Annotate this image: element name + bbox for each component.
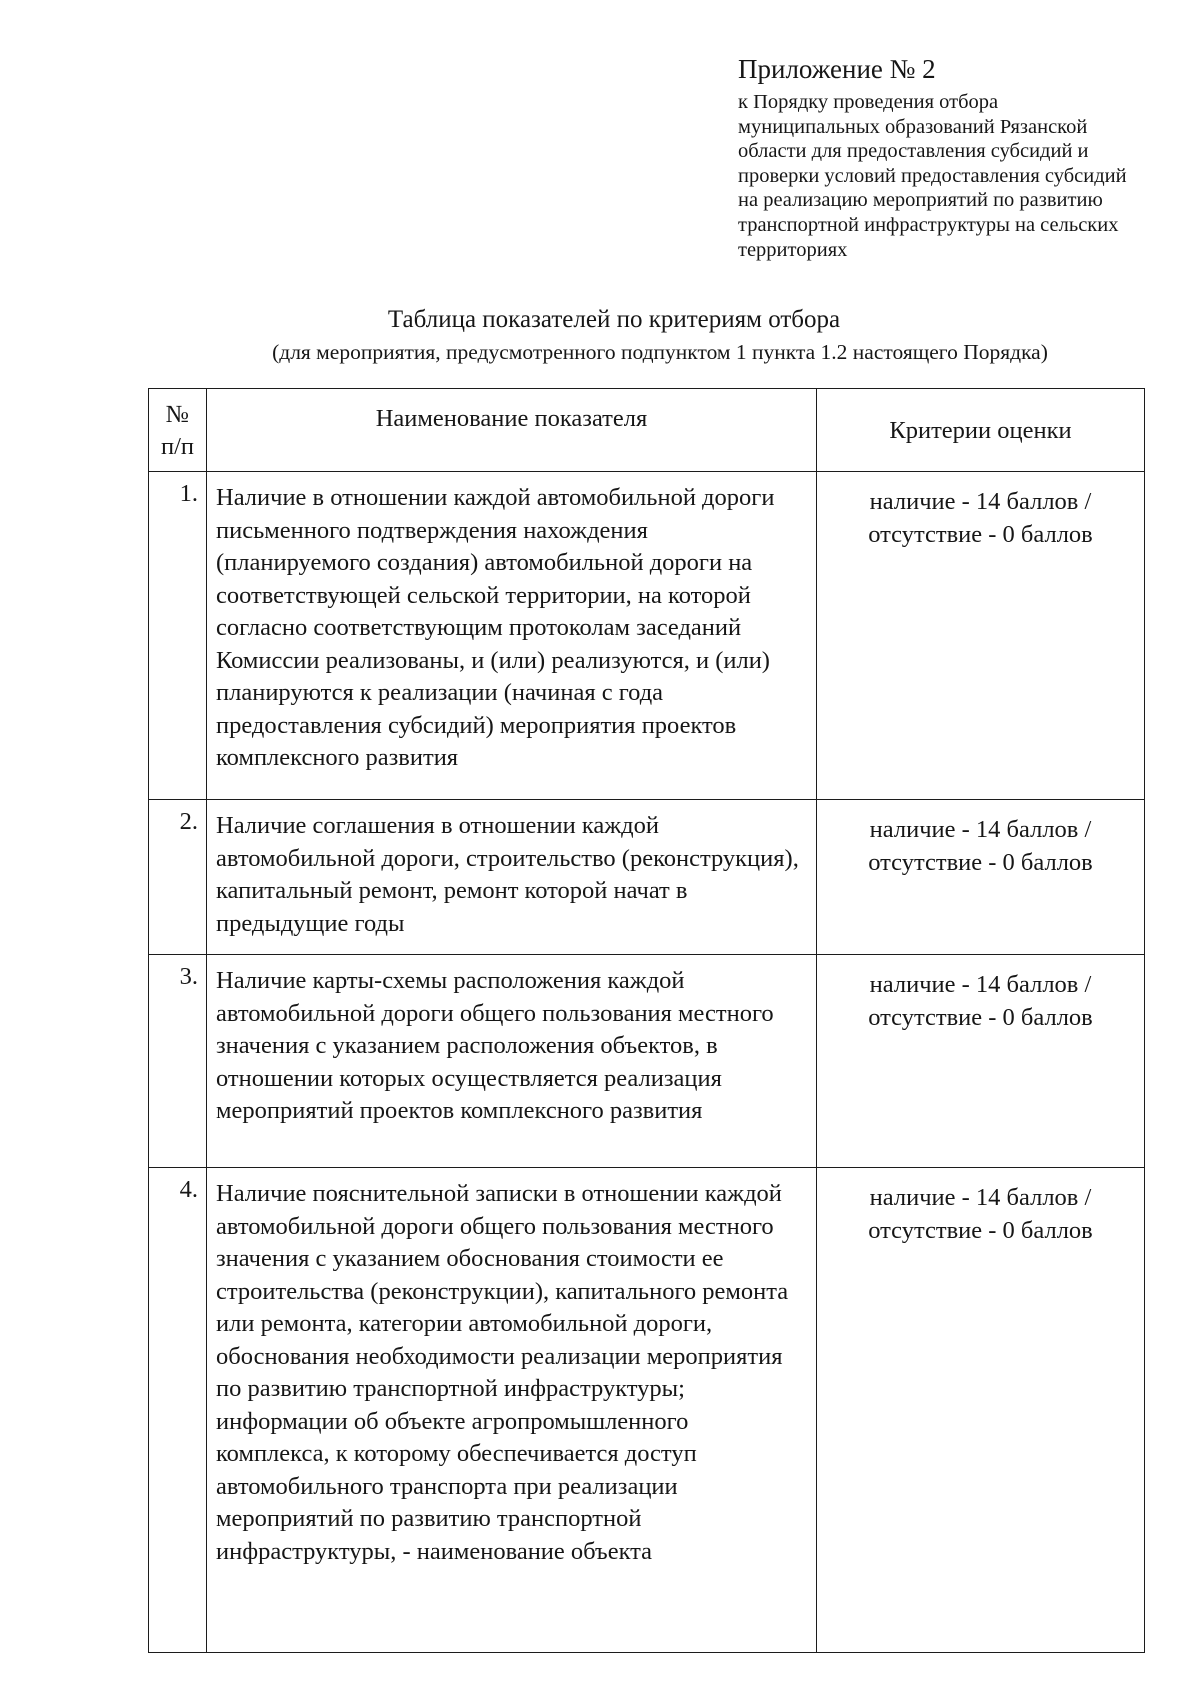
evaluation-criteria	[817, 955, 1145, 1168]
table-row	[149, 472, 1145, 800]
indicator-name	[207, 1168, 817, 1653]
row-number: 3.	[149, 955, 207, 1168]
appendix-line: к Порядку проведения отбора	[738, 91, 999, 113]
criteria-absence: отсутствие - 0 баллов	[868, 520, 1093, 548]
appendix-line: на реализацию мероприятий по развитию	[738, 189, 1103, 212]
table-title: Таблица показателей по критериям отбора	[387, 306, 841, 333]
evaluation-criteria	[817, 1168, 1145, 1653]
indicator-name-part2: информации об объекте агропромышленного комплекса, к которому обеспечивается доступ автомобильного транспорта при реализации мероприятий по развитию транспортной инфраструктуры, - наименование объекта	[216, 1407, 697, 1565]
appendix-line: проверки условий предоставления субсидий	[738, 164, 1127, 187]
header-indicator-name: Наименование показателя	[207, 389, 817, 472]
row-number: 2.	[149, 800, 207, 955]
appendix-line: территориях	[738, 238, 848, 261]
header-evaluation-criteria: Критерии оценки	[817, 389, 1145, 472]
criteria-absence: отсутствие - 0 баллов	[868, 1003, 1093, 1031]
criteria-presence: наличие - 14 баллов /	[869, 971, 1092, 998]
table-row	[149, 955, 1145, 1168]
criteria-table	[148, 388, 1145, 1653]
criteria-absence: отсутствие - 0 баллов	[868, 848, 1093, 876]
header-number-symbol: №	[165, 401, 190, 428]
row-number: 1.	[149, 472, 207, 800]
evaluation-criteria	[817, 800, 1145, 955]
appendix-block	[738, 52, 1178, 262]
indicator-name: Наличие карты-схемы расположения каждой автомобильной дороги общего пользования местного значения с указанием расположения объектов, в отношении которых осуществляется реализация мероприятий проектов комплексного развития	[207, 955, 817, 1168]
table-header-row	[149, 389, 1145, 472]
appendix-line: области для предоставления субсидий и	[738, 140, 1089, 163]
table-row	[149, 1168, 1145, 1653]
criteria-presence: наличие - 14 баллов /	[869, 816, 1092, 843]
indicator-name: Наличие соглашения в отношении каждой автомобильной дороги, строительство (реконструкция), капитальный ремонт, ремонт которой начат в предыдущие годы	[207, 800, 817, 955]
appendix-title: Приложение № 2	[738, 54, 936, 84]
row-number: 4.	[149, 1168, 207, 1653]
table-subtitle: (для мероприятия, предусмотренного подпунктом 1 пункта 1.2 настоящего Порядка)	[272, 340, 1048, 364]
criteria-presence: наличие - 14 баллов /	[869, 1184, 1092, 1211]
indicator-name-part1: Наличие пояснительной записки в отношении каждой автомобильной дороги общего пользования местного значения с указанием обоснования стоимости ее строительства (реконструкции), капитального ремонта или ремонта, категории автомобильной дороги, обоснования необходимости реализации мероприятия по развитию транспортной инфраструктуры;	[216, 1180, 789, 1402]
appendix-line: транспортной инфраструктуры на сельских	[738, 213, 1119, 236]
header-number-abbr: п/п	[160, 433, 195, 460]
evaluation-criteria	[817, 472, 1145, 800]
appendix-line: муниципальных образований Рязанской	[738, 115, 1088, 138]
header-number	[149, 389, 207, 472]
indicator-name: Наличие в отношении каждой автомобильной дороги письменного подтверждения нахождения (планируемого создания) автомобильной дороги на соответствующей сельской территории, на которой согласно соответствующим протоколам заседаний Комиссии реализованы, и (или) реализуются, и (или) планируются к реализации (начиная с года предоставления субсидий) мероприятия проектов комплексного развития	[207, 472, 817, 800]
criteria-absence: отсутствие - 0 баллов	[868, 1216, 1093, 1244]
table-row	[149, 800, 1145, 955]
criteria-presence: наличие - 14 баллов /	[869, 488, 1092, 515]
